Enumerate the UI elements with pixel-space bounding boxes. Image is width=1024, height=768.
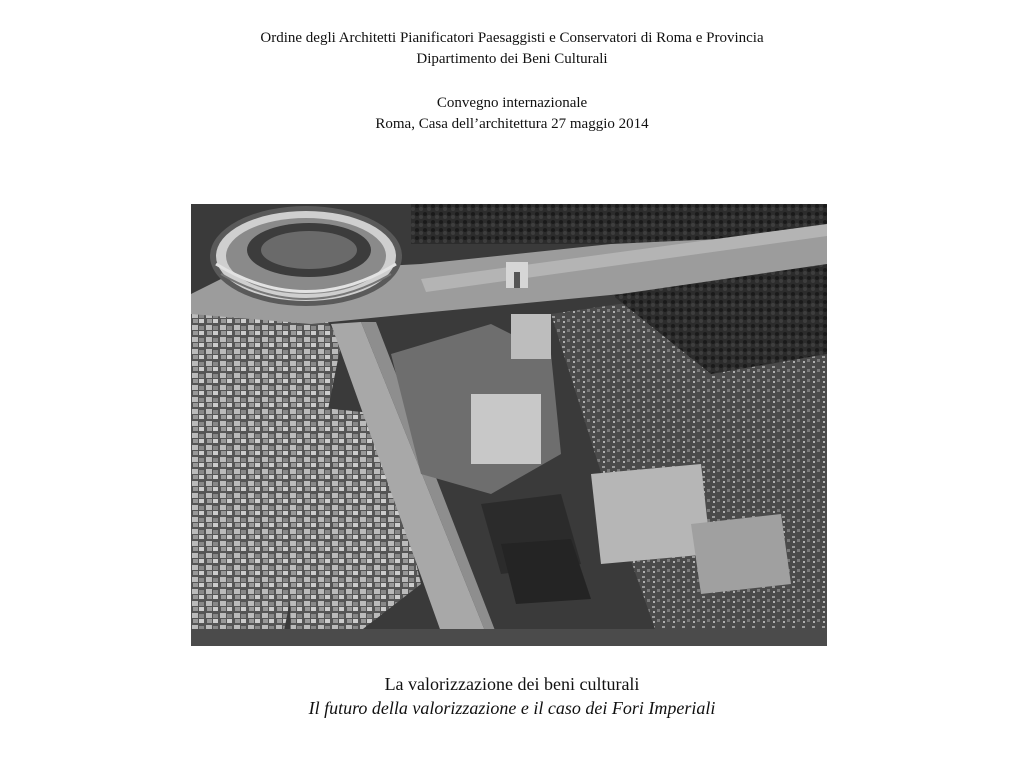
aerial-photo — [191, 204, 827, 646]
conference-title: La valorizzazione dei beni culturali — [384, 674, 640, 694]
organization-header — [0, 28, 1024, 70]
arch-opening — [514, 272, 520, 288]
conference-subtitle: Il futuro della valorizzazione e il caso dei Fori Imperiali — [308, 698, 716, 718]
bottom-street — [191, 629, 827, 646]
lower-building-b — [691, 514, 791, 594]
conference-title-block — [0, 672, 1024, 720]
aerial-photo-illustration — [191, 204, 827, 646]
lower-building-a — [591, 464, 711, 564]
bell-tower-building — [511, 314, 551, 359]
colosseum — [210, 206, 402, 306]
event-info — [0, 93, 1024, 135]
church-roof — [471, 394, 541, 464]
organization-name: Ordine degli Architetti Pianificatori Paesaggisti e Conservatori di Roma e Provincia — [260, 30, 764, 46]
event-place-date: Roma, Casa dell’architettura 27 maggio 2014 — [375, 116, 649, 132]
event-type: Convegno internazionale — [436, 95, 588, 111]
department-name: Dipartimento dei Beni Culturali — [416, 51, 608, 67]
